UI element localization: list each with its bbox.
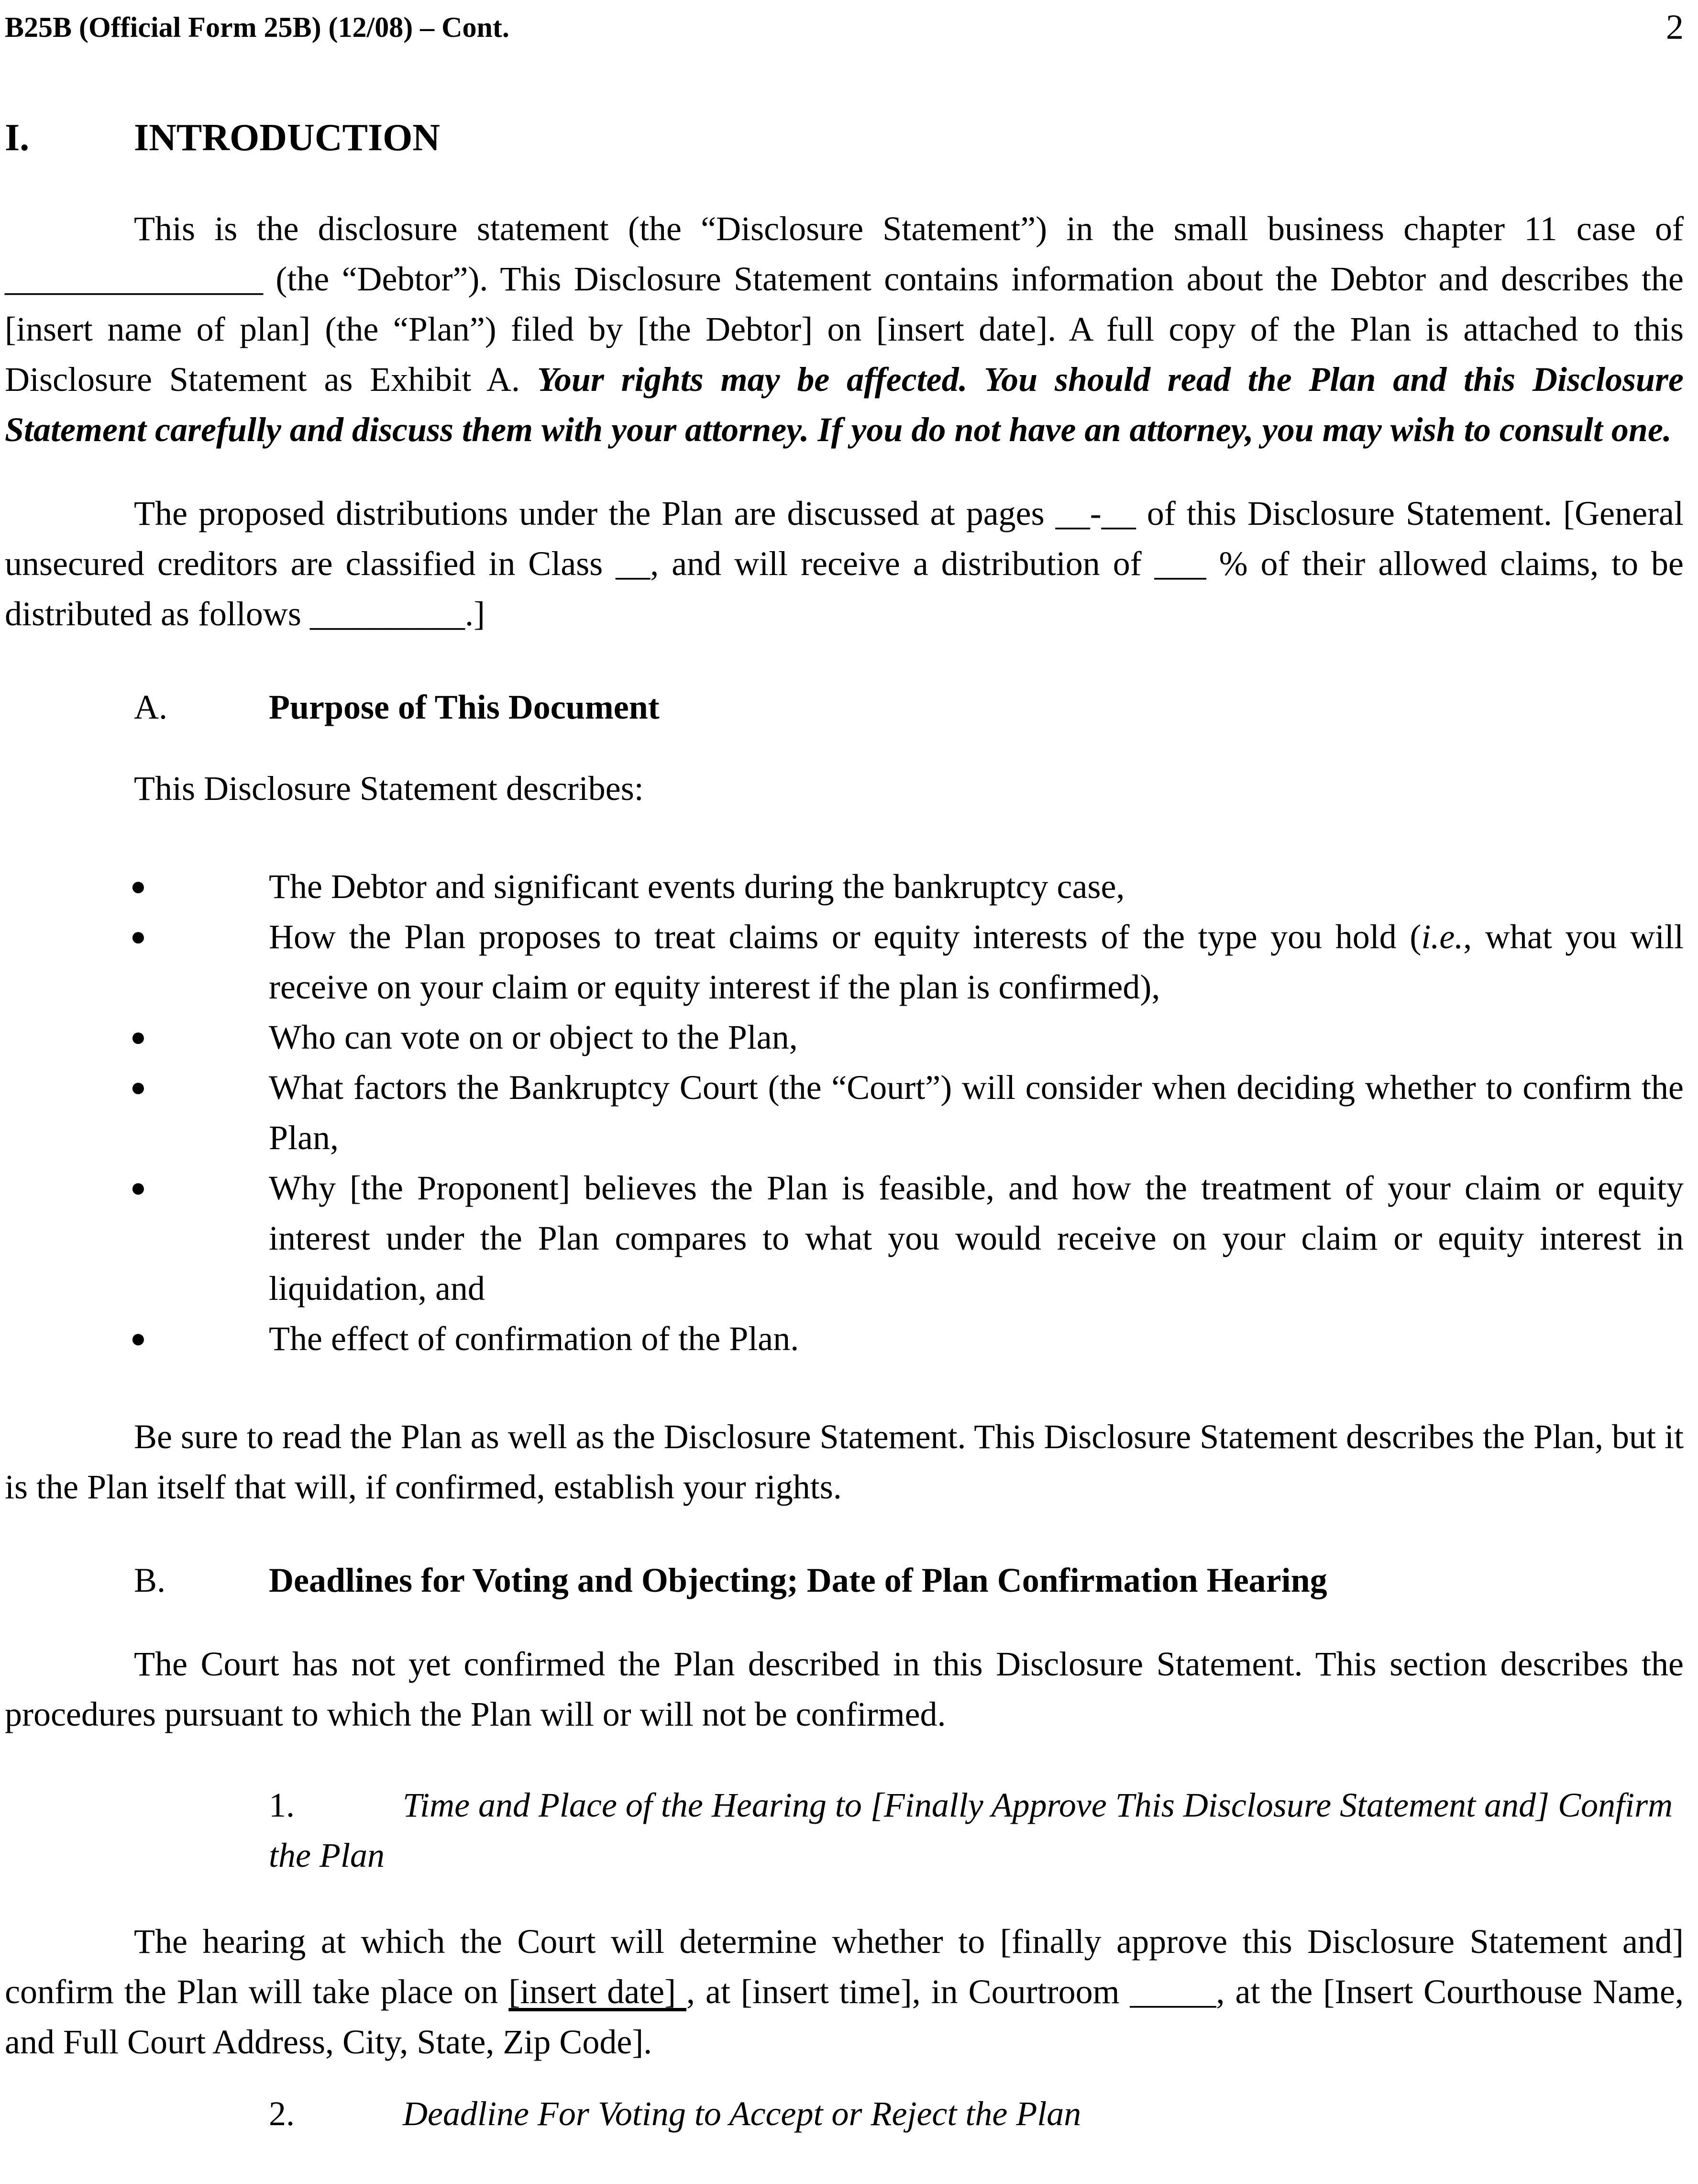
heading-title: Purpose of This Document xyxy=(269,688,660,726)
list-item-text: What factors the Bankruptcy Court (the “Court”) will consider when deciding whether to confirm the Plan, xyxy=(269,1068,1684,1157)
heading-number: 2. xyxy=(269,2095,295,2133)
list-item xyxy=(5,1314,1684,1364)
bullet-icon: ● xyxy=(130,1022,146,1052)
paragraph-hearing: The hearing at which the Court will determine whether to [finally approve this Disclosure Statement and] confirm the Plan will take place on [insert date] , at [insert time], in Courtroom _____, at the [Insert Courthouse Name, and Full Court Address, City, State, Zip Code]. xyxy=(5,1922,1684,2061)
paragraph-describes: This Disclosure Statement describes: xyxy=(134,769,644,808)
section-heading-introduction xyxy=(5,113,1684,163)
list-item-text: The Debtor and significant events during the bankruptcy case, xyxy=(269,867,1125,906)
list-item xyxy=(5,1012,1684,1063)
list-item-text: Why [the Proponent] believes the Plan is feasible, and how the treatment of your claim or equity interest under the Plan compares to what you would receive on your claim or equity interest in liquidation, and xyxy=(269,1169,1684,1308)
heading-title: Deadline For Voting to Accept or Reject the Plan xyxy=(403,2095,1081,2133)
list-item xyxy=(5,862,1684,912)
form-header: B25B (Official Form 25B) (12/08) – Cont. xyxy=(5,11,509,43)
bullet-icon: ● xyxy=(130,872,146,901)
heading-title: Deadlines for Voting and Objecting; Date of Plan Confirmation Hearing xyxy=(269,1561,1327,1599)
list-item xyxy=(5,1163,1684,1314)
page-header xyxy=(5,9,1684,46)
heading-time-and-place xyxy=(269,1780,1684,1881)
bullet-icon: ● xyxy=(130,1073,146,1102)
page-number: 2 xyxy=(1666,8,1684,47)
paragraph-distributions: The proposed distributions under the Plan are discussed at pages __-__ of this Disclosure Statement. [General unsecured creditors are classified in Class __, and will receive a distribution of ___ % of their allowed claims, to be distributed as follows _________.] xyxy=(5,494,1684,633)
list-item-text: Who can vote on or object to the Plan, xyxy=(269,1018,798,1056)
heading-number: 1. xyxy=(269,1786,295,1824)
paragraph-court-not-confirmed: The Court has not yet confirmed the Plan described in this Disclosure Statement. This section describes the procedures pursuant to which the Plan will or will not be confirmed. xyxy=(5,1645,1684,1733)
heading-purpose-of-document xyxy=(134,682,1684,732)
list-item-text: How the Plan proposes to treat claims or equity interests of the type you hold (i.e., what you will receive on your claim or equity interest if the plan is confirmed), xyxy=(269,918,1684,1006)
bullet-icon: ● xyxy=(130,922,146,952)
section-number: I. xyxy=(5,117,30,159)
section-title: INTRODUCTION xyxy=(134,117,441,159)
bullet-icon: ● xyxy=(130,1173,146,1203)
paragraph-intro: This is the disclosure statement (the “Disclosure Statement”) in the small business chapter 11 case of _______________ (the “Debtor”). This Disclosure Statement contains information about the Debtor and describes the [insert name of plan] (the “Plan”) filed by [the Debtor] on [insert date]. A full copy of the Plan is attached to this Disclosure Statement as Exhibit A. Your rights may be affected. You should read the Plan and this Disclosure Statement carefully and discuss them with your attorney. If you do not have an attorney, you may wish to consult one. xyxy=(5,210,1684,449)
list-item xyxy=(5,912,1684,1012)
heading-deadlines-voting xyxy=(134,1555,1684,1606)
heading-letter: B. xyxy=(134,1561,166,1599)
heading-title: Time and Place of the Hearing to [Finally Approve This Disclosure Statement and] Confirm the Plan xyxy=(269,1786,1673,1874)
list-item-text: The effect of confirmation of the Plan. xyxy=(269,1319,799,1358)
heading-deadline-for-voting xyxy=(269,2089,1684,2139)
paragraph-be-sure: Be sure to read the Plan as well as the Disclosure Statement. This Disclosure Statement describes the Plan, but it is the Plan itself that will, if confirmed, establish your rights. xyxy=(5,1418,1684,1506)
heading-letter: A. xyxy=(134,688,167,726)
bullet-icon: ● xyxy=(130,1324,146,1353)
list-item xyxy=(5,1063,1684,1163)
bullet-list xyxy=(5,862,1684,1364)
